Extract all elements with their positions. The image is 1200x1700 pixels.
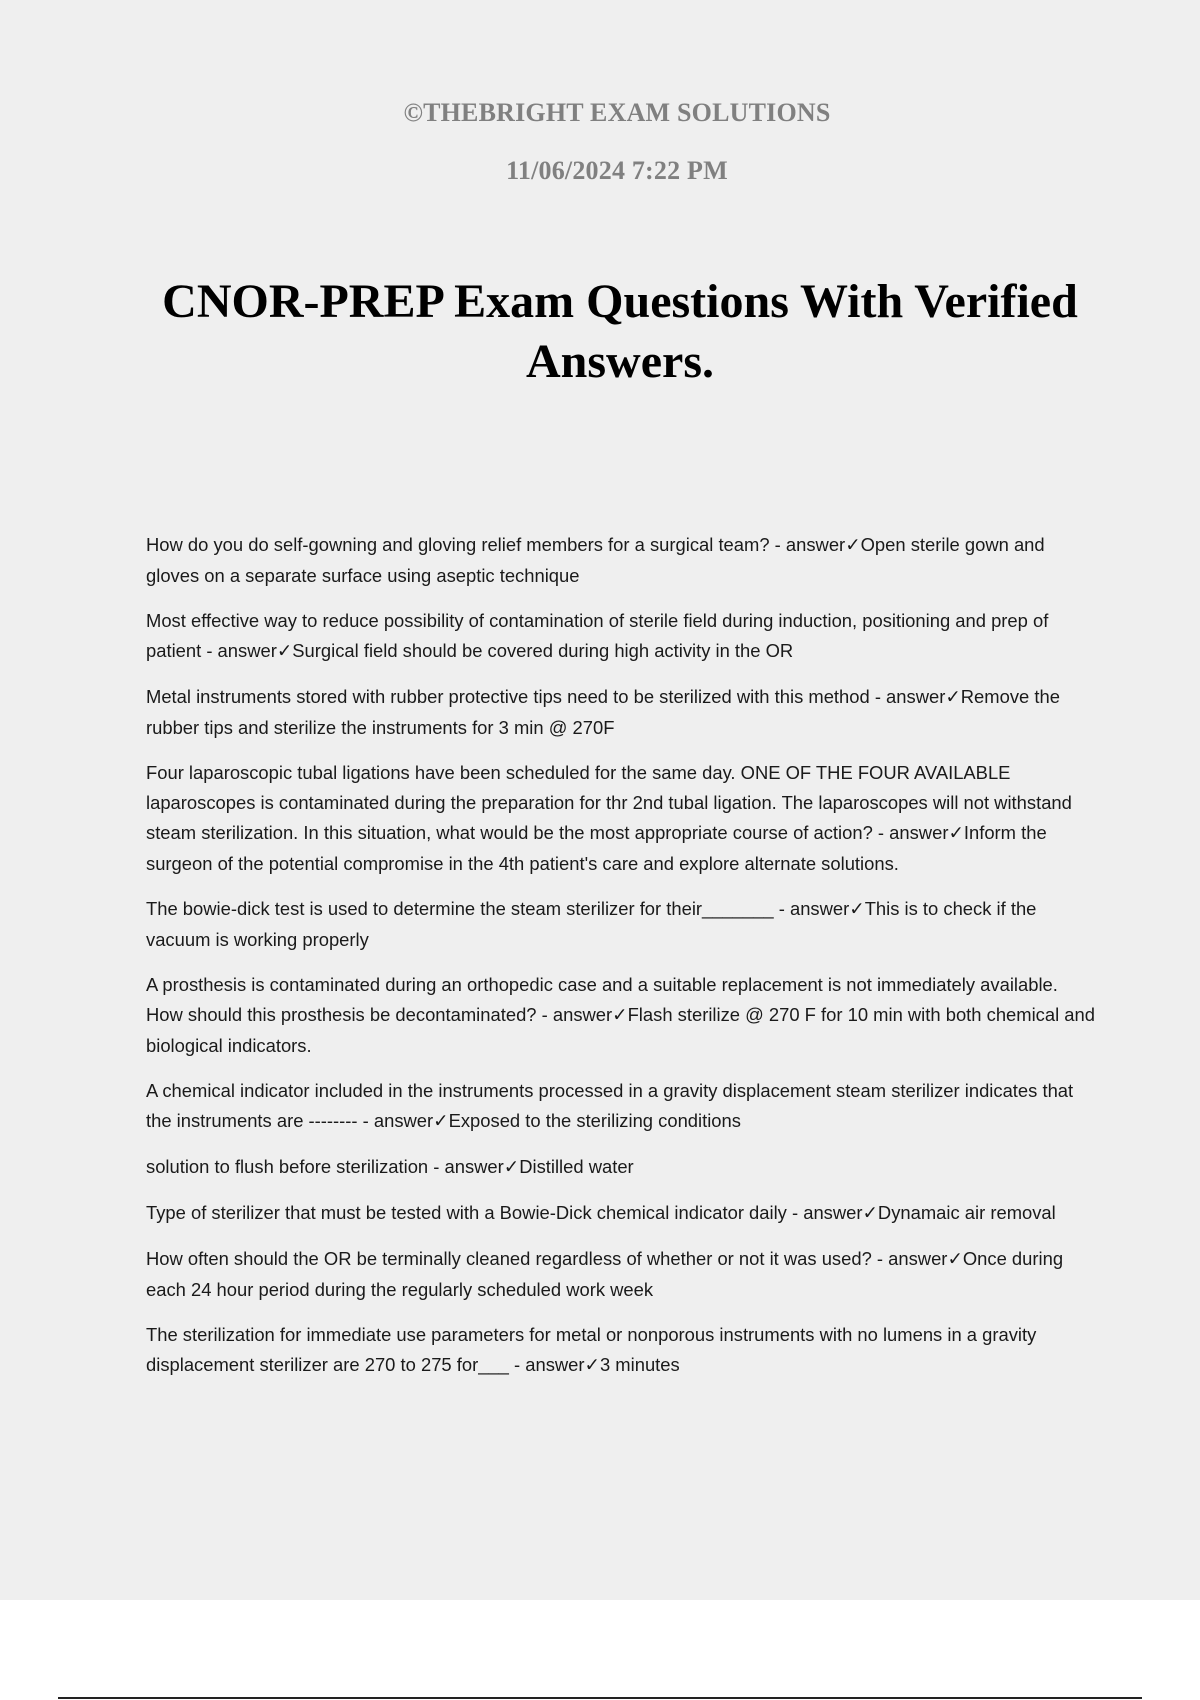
document-title: CNOR-PREP Exam Questions With Verified Answers. xyxy=(162,275,1078,388)
checkmark-icon: ✓ xyxy=(948,823,964,844)
qa-answer: This is to check if the vacuum is working properly xyxy=(146,898,1037,950)
qa-question: How do you do self-gowning and gloving relief members for a surgical team? - answer xyxy=(146,534,846,555)
qa-answer: Surgical field should be covered during high activity in the OR xyxy=(292,640,794,661)
checkmark-icon: ✓ xyxy=(276,641,293,662)
qa-item xyxy=(146,1198,1096,1229)
qa-question: A prosthesis is contaminated during an orthopedic case and a suitable replacement is not immediately available. How should this prosthesis be decontaminated? - answer xyxy=(146,974,1058,1025)
checkmark-icon: ✓ xyxy=(503,1157,520,1178)
checkmark-icon: ✓ xyxy=(584,1355,600,1376)
qa-question: A chemical indicator included in the instruments processed in a gravity displacement steam sterilizer indicates that the instruments are -------- - answer xyxy=(146,1080,1074,1131)
qa-question: The sterilization for immediate use parameters for metal or nonporous instruments with no lumens in a gravity displacement sterilizer are 270 to 275 for___ - answer xyxy=(146,1324,1037,1375)
qa-answer: Flash sterilize @ 270 F for 10 min with both chemical and biological indicators. xyxy=(146,1004,1095,1056)
checkmark-icon: ✓ xyxy=(862,1203,878,1224)
qa-item xyxy=(146,1152,1096,1183)
qa-item xyxy=(146,894,1096,955)
qa-question: Type of sterilizer that must be tested with a Bowie-Dick chemical indicator daily - answer xyxy=(146,1202,863,1223)
qa-answer: 3 minutes xyxy=(599,1354,680,1375)
qa-question: solution to flush before sterilization - answer xyxy=(146,1156,504,1177)
qa-item xyxy=(146,970,1096,1061)
qa-question: The bowie-dick test is used to determine the steam sterilizer for their_______ - answer xyxy=(146,898,850,919)
checkmark-icon: ✓ xyxy=(612,1005,628,1026)
watermark-datetime: 11/06/2024 7:22 PM xyxy=(506,156,728,185)
qa-answer: Dynamaic air removal xyxy=(877,1202,1056,1223)
qa-answer: Distilled water xyxy=(519,1156,634,1177)
qa-question: Most effective way to reduce possibility of contamination of sterile field during induction, positioning and prep of patient - answer xyxy=(146,610,1049,661)
qa-answer: Exposed to the sterilizing conditions xyxy=(448,1110,741,1131)
qa-item xyxy=(146,1244,1096,1305)
qa-answer: Once during each 24 hour period during the regularly scheduled work week xyxy=(146,1248,1064,1300)
footer-divider xyxy=(58,1697,1142,1699)
qa-item xyxy=(146,1320,1096,1381)
checkmark-icon: ✓ xyxy=(845,535,861,556)
qa-item xyxy=(146,758,1096,879)
qa-answer: Open sterile gown and gloves on a separate surface using aseptic technique xyxy=(146,534,1045,586)
qa-question: Four laparoscopic tubal ligations have been scheduled for the same day. ONE OF THE FOUR AVAILABLE laparoscopes is contaminated during the preparation for thr 2nd tubal ligation. The laparoscopes will not withstand steam sterilization. In this situation, what would be the most appropriate course of action? - answer xyxy=(146,762,1072,843)
qa-answer: Remove the rubber tips and sterilize the instruments for 3 min @ 270F xyxy=(146,686,1060,738)
watermark-brand: ©THEBRIGHT EXAM SOLUTIONS xyxy=(403,98,831,127)
checkmark-icon: ✓ xyxy=(849,899,865,920)
qa-item xyxy=(146,1076,1096,1137)
qa-question: Metal instruments stored with rubber protective tips need to be sterilized with this method - answer xyxy=(146,686,946,707)
qa-question: How often should the OR be terminally cleaned regardless of whether or not it was used? - answer xyxy=(146,1248,948,1269)
checkmark-icon: ✓ xyxy=(945,687,961,708)
qa-item xyxy=(146,682,1096,743)
checkmark-icon: ✓ xyxy=(947,1249,963,1270)
qa-list xyxy=(146,530,1096,1396)
qa-answer: Inform the surgeon of the potential compromise in the 4th patient's care and explore alternate solutions. xyxy=(146,822,1047,874)
qa-item xyxy=(146,606,1096,667)
checkmark-icon: ✓ xyxy=(433,1111,449,1132)
qa-item xyxy=(146,530,1096,591)
